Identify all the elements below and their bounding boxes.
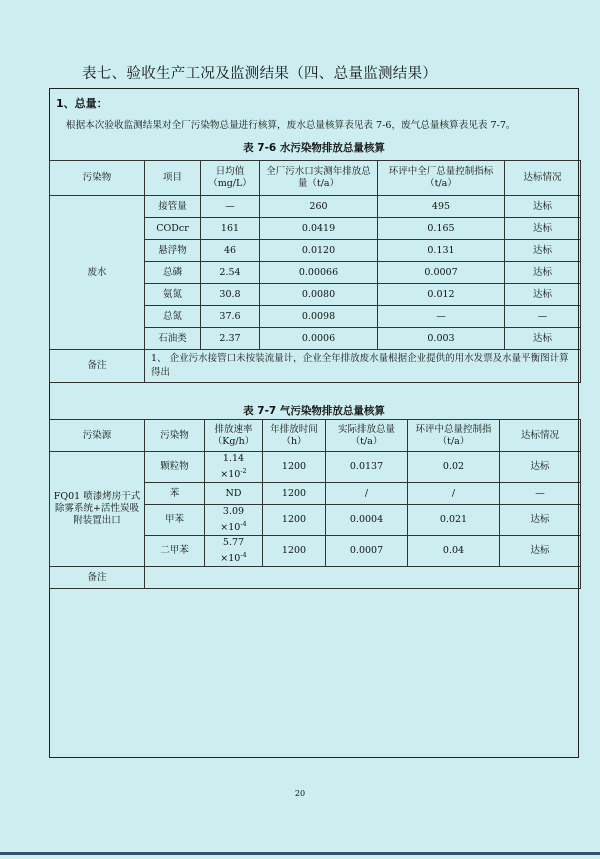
rate-mantissa: 3.09: [222, 505, 245, 517]
status-cell: 达标: [500, 452, 581, 483]
table-header-row: [50, 161, 581, 196]
avg-cell: 30.8: [201, 284, 260, 306]
status-cell: 达标: [500, 536, 581, 567]
actual-cell: 0.0137: [326, 452, 408, 483]
actual-cell: 0.0098: [260, 306, 378, 328]
section-heading: 1、总量：: [56, 97, 108, 110]
header-cell: 排放速率（Kg/h）: [205, 420, 263, 452]
limit-cell: 0.02: [408, 452, 500, 483]
header-cell: 全厂污水口实测年排放总量（t/a）: [260, 161, 378, 196]
actual-cell: 0.0006: [260, 328, 378, 350]
note-row: [50, 567, 581, 589]
header-cell: 达标情况: [500, 420, 581, 452]
table-row: [50, 196, 581, 218]
limit-cell: 0.04: [408, 536, 500, 567]
header-cell: 实际排放总量（t/a）: [326, 420, 408, 452]
item-cell: 总磷: [145, 262, 201, 284]
status-cell: 达标: [505, 240, 581, 262]
item-cell: CODcr: [145, 218, 201, 240]
hours-cell: 1200: [263, 505, 326, 536]
limit-cell: 495: [378, 196, 505, 218]
footer-rule: [0, 852, 600, 855]
rate-cell: [205, 505, 263, 536]
header-cell: 污染源: [50, 420, 145, 452]
water-pollutant-table: [49, 160, 581, 383]
item-cell: 总氮: [145, 306, 201, 328]
status-cell: 达标: [505, 262, 581, 284]
page-title: 表七、验收生产工况及监测结果（四、总量监测结果）: [82, 66, 438, 82]
avg-cell: 2.37: [201, 328, 260, 350]
actual-cell: 0.0419: [260, 218, 378, 240]
rate-exponent: ×10: [220, 522, 241, 534]
status-cell: —: [505, 306, 581, 328]
limit-cell: 0.131: [378, 240, 505, 262]
header-cell: 污染物: [50, 161, 145, 196]
limit-cell: /: [408, 483, 500, 505]
status-cell: 达标: [505, 196, 581, 218]
table-row: [50, 452, 581, 483]
header-cell: 年排放时间（h）: [263, 420, 326, 452]
rate-cell: ND: [205, 483, 263, 505]
table-7-6-caption: 表 7-6 水污染物排放总量核算: [243, 142, 385, 154]
hours-cell: 1200: [263, 483, 326, 505]
note-text: 1、 企业污水接管口未按装流量计，企业全年排放废水量根据企业提供的用水发票及水量平衡图计算得出: [145, 350, 581, 383]
table-header-row: [50, 420, 581, 452]
header-cell: 日均值（mg/L）: [201, 161, 260, 196]
air-pollutant-table: [49, 419, 581, 589]
pollutant-cell: 二甲苯: [145, 536, 205, 567]
actual-cell: /: [326, 483, 408, 505]
hours-cell: 1200: [263, 536, 326, 567]
pollutant-cell: 甲苯: [145, 505, 205, 536]
limit-cell: 0.0007: [378, 262, 505, 284]
rate-power: -2: [240, 466, 247, 475]
status-cell: 达标: [505, 284, 581, 306]
avg-cell: 161: [201, 218, 260, 240]
item-cell: 悬浮物: [145, 240, 201, 262]
limit-cell: —: [378, 306, 505, 328]
status-cell: —: [500, 483, 581, 505]
pollutant-cell: 苯: [145, 483, 205, 505]
limit-cell: 0.021: [408, 505, 500, 536]
rate-mantissa: 5.77: [222, 536, 245, 548]
status-cell: 达标: [500, 505, 581, 536]
header-cell: 环评中总量控制指（t/a）: [408, 420, 500, 452]
rate-exponent: ×10: [220, 469, 241, 481]
intro-paragraph: 根据本次验收监测结果对全厂污染物总量进行核算，废水总量核算表见表 7-6，废气总量核算表见表 7-7。: [66, 120, 516, 131]
avg-cell: —: [201, 196, 260, 218]
item-cell: 接管量: [145, 196, 201, 218]
pollutant-cell: 颗粒物: [145, 452, 205, 483]
page-number: 20: [294, 789, 306, 798]
header-cell: 污染物: [145, 420, 205, 452]
header-cell: 达标情况: [505, 161, 581, 196]
note-row: [50, 350, 581, 383]
limit-cell: 0.165: [378, 218, 505, 240]
avg-cell: 37.6: [201, 306, 260, 328]
rate-cell: [205, 536, 263, 567]
rate-exponent: ×10: [220, 553, 241, 565]
note-text: [145, 567, 581, 589]
table-7-7-caption: 表 7-7 气污染物排放总量核算: [243, 405, 385, 417]
actual-cell: 0.0120: [260, 240, 378, 262]
actual-cell: 0.0080: [260, 284, 378, 306]
hours-cell: 1200: [263, 452, 326, 483]
rate-power: -4: [240, 519, 247, 528]
note-label: 备注: [50, 350, 145, 383]
status-cell: 达标: [505, 328, 581, 350]
category-cell: 废水: [50, 196, 145, 350]
avg-cell: 2.54: [201, 262, 260, 284]
limit-cell: 0.003: [378, 328, 505, 350]
source-cell: FQ01 喷漆烤房干式除雾系统+活性炭吸附装置出口: [50, 452, 145, 567]
item-cell: 石油类: [145, 328, 201, 350]
avg-cell: 46: [201, 240, 260, 262]
limit-cell: 0.012: [378, 284, 505, 306]
actual-cell: 260: [260, 196, 378, 218]
actual-cell: 0.0007: [326, 536, 408, 567]
content-frame: [49, 88, 579, 758]
header-cell: 项目: [145, 161, 201, 196]
status-cell: 达标: [505, 218, 581, 240]
rate-power: -4: [240, 550, 247, 559]
note-label: 备注: [50, 567, 145, 589]
header-cell: 环评中全厂总量控制指标（t/a）: [378, 161, 505, 196]
rate-mantissa: 1.14: [222, 452, 245, 464]
actual-cell: 0.0004: [326, 505, 408, 536]
item-cell: 氨氮: [145, 284, 201, 306]
actual-cell: 0.00066: [260, 262, 378, 284]
rate-cell: [205, 452, 263, 483]
